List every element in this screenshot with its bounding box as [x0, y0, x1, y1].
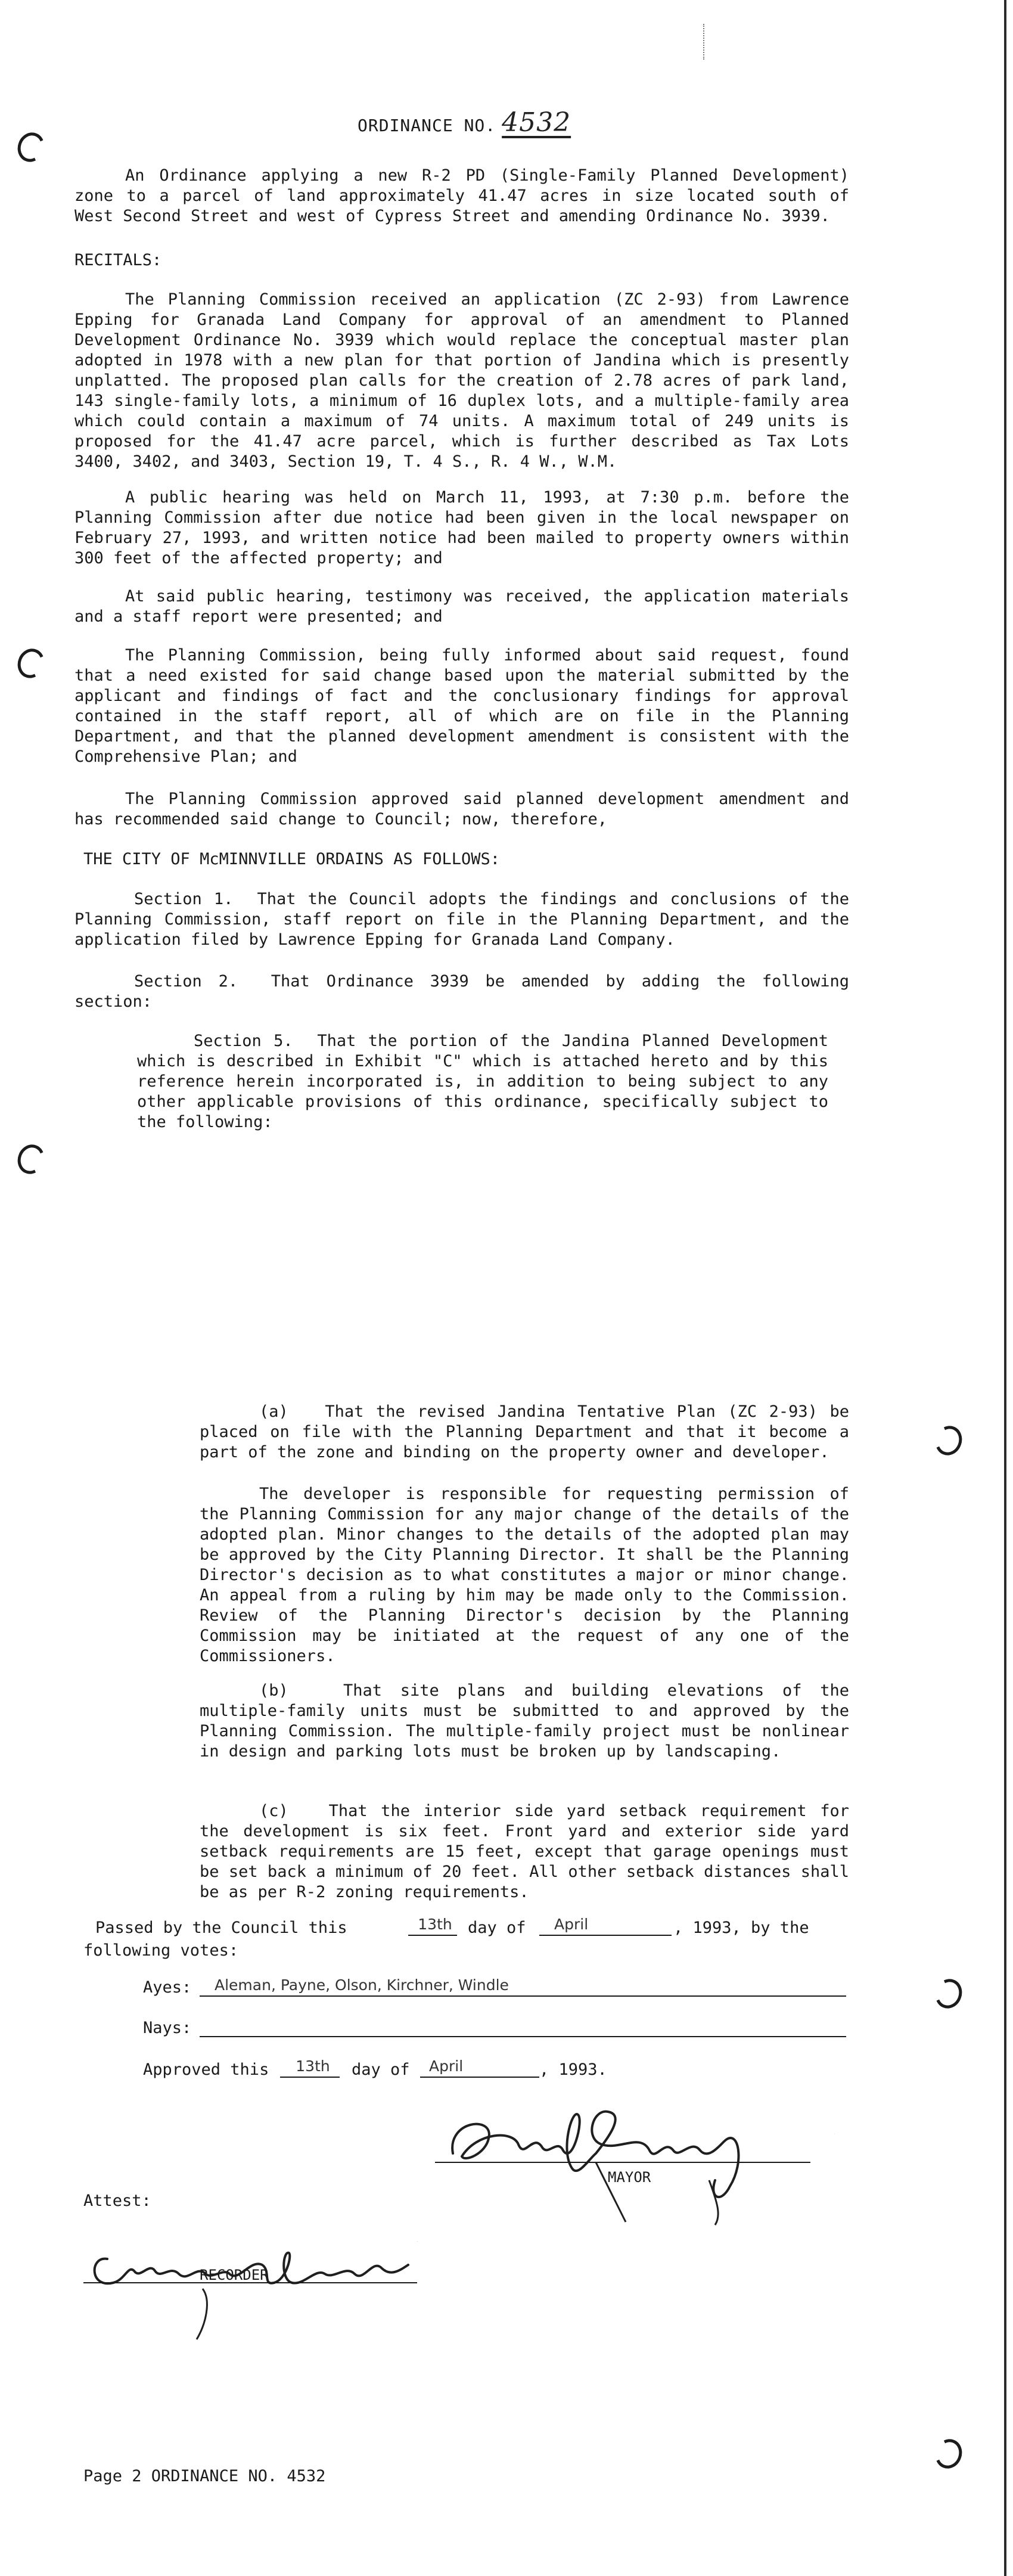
page-footer: Page 2 ORDINANCE NO. 4532 — [83, 2467, 326, 2485]
item-c: (c) That the interior side yard setback requirement for the development is six feet. Front yard and exterior side yard setback requirements are 15 feet, except that garage openings must be set back a minimum of 20 feet. All other setback distances shall be as per R-2 zoning requirements. — [200, 1802, 859, 1901]
ayes-line — [200, 1995, 846, 1997]
approved-day-of: day of — [352, 2060, 410, 2079]
ayes-label: Ayes: — [143, 1978, 192, 1997]
ordinance-number: 4532 — [502, 107, 571, 138]
nays-line — [200, 2036, 846, 2037]
preamble-paragraph: An Ordinance applying a new R-2 PD (Single-Family Planned Development) zone to a parcel of land approximately 41.47 acres in size located south of West Second Street and west of Cypress Street and amending Ordinance No. 3939. — [74, 166, 859, 225]
ayes-value: Aleman, Payne, Olson, Kirchner, Windle — [215, 1976, 509, 1994]
scan-mark — [703, 24, 706, 60]
approved-month: April — [429, 2057, 464, 2075]
passed-suffix: , 1993, by the — [673, 1919, 809, 1937]
approved-prefix: Approved this — [143, 2060, 269, 2079]
punch-hole-icon — [931, 1975, 966, 2012]
following-votes-label: following votes: — [83, 1941, 239, 1960]
approved-day-line — [280, 2077, 340, 2078]
section-2: Section 2. That Ordinance 3939 be amended by adding the following section: — [74, 972, 859, 1011]
section-5: Section 5. That the portion of the Jandina Planned Development which is described in Exhibit "C" which is attached hereto and by this reference herein incorporated is, in addition to being subject to any other applicable provisions of this ordinance, specifically subject to the following: — [137, 1032, 838, 1131]
recitals-heading: RECITALS: — [74, 251, 162, 269]
mayor-signature — [429, 2097, 822, 2228]
passed-month: April — [554, 1916, 589, 1933]
passed-day: 13th — [418, 1916, 452, 1933]
recorder-signature-text — [417, 2241, 418, 2242]
ordinance-label: ORDINANCE NO. — [358, 116, 496, 135]
ordains-heading: THE CITY OF McMINNVILLE ORDAINS AS FOLLOWS: — [83, 850, 500, 868]
mayor-label: MAYOR — [608, 2169, 651, 2186]
page-edge-line — [1004, 0, 1006, 2576]
approved-suffix: , 1993. — [539, 2060, 607, 2079]
recital-paragraph: At said public hearing, testimony was received, the application materials and a staff report were presented; and — [74, 587, 859, 626]
punch-hole-icon — [14, 1141, 48, 1178]
punch-hole-icon — [931, 2435, 966, 2472]
passed-month-line — [539, 1935, 672, 1936]
approved-month-line — [420, 2077, 539, 2078]
recorder-label: RECORDER — [200, 2267, 269, 2283]
day-of-label: day of — [468, 1919, 526, 1937]
recital-paragraph: The Planning Commission, being fully informed about said request, found that a need existed for said change based upon the material submitted by the applicant and findings of fact and the conclusionary findings for approval contained in the staff report, all of which are on file in the Planning Department, and that the planned development amendment is consistent with the Comprehensive Plan; and — [74, 646, 859, 766]
approved-day: 13th — [296, 2057, 330, 2075]
ordinance-title — [358, 107, 571, 138]
punch-hole-icon — [931, 1422, 966, 1459]
attest-label: Attest: — [83, 2192, 151, 2210]
section-1: Section 1. That the Council adopts the findings and conclusions of the Planning Commission, staff report on file in the Planning Department, and the application filed by Lawrence Epping for Granada Land Company. — [74, 890, 859, 949]
developer-paragraph: The developer is responsible for requesting permission of the Planning Commission for any major change of the details of the adopted plan. Minor changes to the details of the adopted plan may be approved by the City Planning Director. It shall be the Planning Director's decision as to what constitutes a major or minor change. An appeal from a ruling by him may be made only to the Commission. Review of the Planning Director's decision by the Planning Commission may be initiated at the request of any one of the Commissioners. — [200, 1485, 859, 1665]
punch-hole-icon — [14, 129, 48, 166]
passed-day-line — [408, 1935, 457, 1936]
item-a: (a) That the revised Jandina Tentative Plan (ZC 2-93) be placed on file with the Planning Department and that it become a part of the zone and binding on the property owner and developer. — [200, 1402, 859, 1461]
recital-paragraph: The Planning Commission approved said planned development amendment and has recommended said change to Council; now, therefore, — [74, 790, 859, 828]
punch-hole-icon — [14, 645, 48, 682]
nays-label: Nays: — [143, 2019, 192, 2037]
recital-paragraph: The Planning Commission received an application (ZC 2-93) from Lawrence Epping for Granada Land Company for approval of an amendment to Planned Development Ordinance No. 3939 which would replace the conceptual master plan adopted in 1978 with a new plan for that portion of Jandina which is presently unplatted. The proposed plan calls for the creation of 2.78 acres of park land, 143 single-family lots, a minimum of 16 duplex lots, and a multiple-family area which could contain a maximum of 74 units. A maximum total of 249 units is proposed for the 41.47 acre parcel, which is further described as Tax Lots 3400, 3402, and 3403, Section 19, T. 4 S., R. 4 W., W.M. — [74, 290, 859, 471]
recital-paragraph: A public hearing was held on March 11, 1993, at 7:30 p.m. before the Planning Commission after due notice had been given in the local newspaper on February 27, 1993, and written notice had been mailed to property owners within 300 feet of the affected property; and — [74, 488, 859, 567]
passed-prefix: Passed by the Council this — [95, 1919, 347, 1937]
item-b: (b) That site plans and building elevations of the multiple-family units must be submitted to and approved by the Planning Commission. The multiple-family project must be nonlinear in design and parking lots must be broken up by landscaping. — [200, 1681, 859, 1761]
